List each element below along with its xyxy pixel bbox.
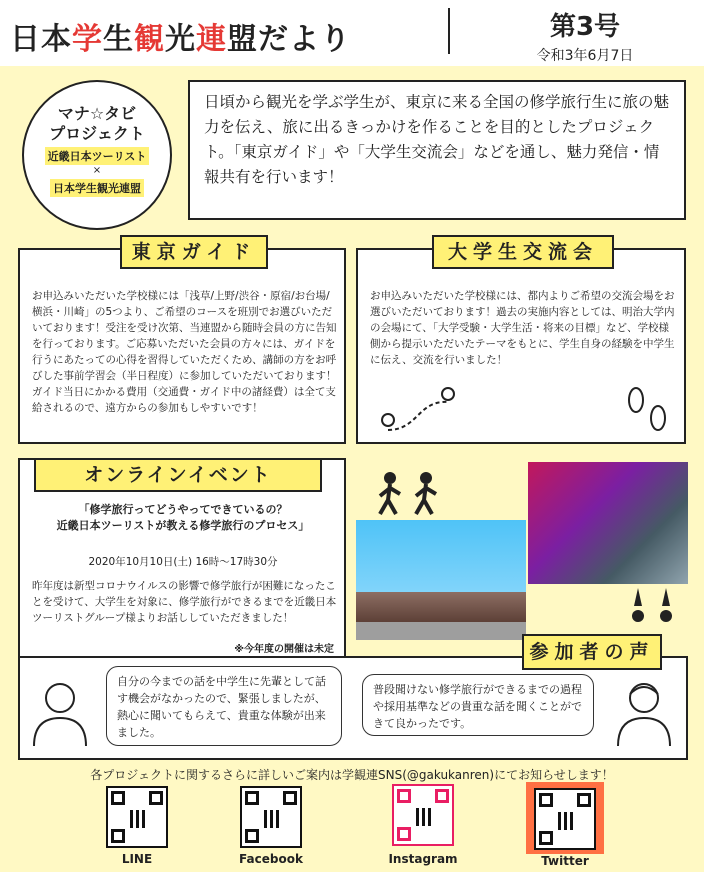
footer-notice: 各プロジェクトに関するさらに詳しいご案内は学観連SNS(@gakukanren)にてお知らせします！ [90, 768, 614, 782]
facebook-qr-code[interactable] [240, 786, 302, 848]
instagram-label: Instagram [388, 852, 458, 866]
facebook-label: Facebook [239, 852, 303, 866]
online-event-body: 昨年度は新型コロナウイルスの影響で修学旅行が困難になったことを受けて、大学生を対象に、修学旅行ができるまでを近畿日本ツーリストグループ様よりお話ししていただきました！ [32, 580, 337, 624]
university-exchange-body: お申込みいただいた学校様には、都内よりご希望の交流会場をお選びいただいております！過去の実施内容としては、明治大学内の会場にて、「大学受験・大学生活・将来の目標」など、学校様側から提示いただいたテーマをもとに、学生自身の経験を中学生に伝え、交流を行いました！ [370, 290, 675, 366]
online-event-question: 「修学旅行ってどうやってできているの？ 近畿日本ツーリストが教える修学旅行のプロセス」 [56, 503, 310, 532]
footprints-icon [618, 380, 678, 440]
online-event-note: ※今年度の開催は未定 [234, 644, 334, 655]
university-exchange-heading: 大学生交流会 [432, 235, 614, 269]
city-street-photo [528, 462, 688, 584]
online-event-date: 2020年10月10日(土) 16時～17時30分 [88, 556, 278, 568]
people-icon [620, 586, 690, 628]
temple-tower-photo [356, 520, 526, 640]
university-exchange-section [356, 241, 686, 444]
project-intro: 日頃から観光を学ぶ学生が、東京に来る全国の修学旅行生に旅の魅力を伝え、旅に出るきっかけを作ることを目的としたプロジェクト。「東京ガイド」や「大学生交流会」などを通し、魅力発信・情報共有を行います！ [188, 80, 686, 220]
person-icon [612, 676, 676, 748]
online-event-section [18, 458, 346, 658]
line-qr-code[interactable] [106, 786, 168, 848]
issue-info [470, 6, 700, 65]
tokyo-guide-body: お申込みいただいた学校様には「浅草/上野/渋谷・原宿/お台場/横浜・川崎」の5つより、ご希望のコースを班別でお選びいただいております！受注を受け次第、当連盟から随時会員の方に告知を行っております。ご応募いただいた会員の方々には、ガイドを行うにあたっての心得を習得していただくため、講師の方をお呼びした事前学習会（半日程度）に参加していただいております！ ガイド当日にかかる費用（交通費・ガイド中の諸経費）は全て支給されるので、遠方からの参加もしやすいです！ [32, 290, 347, 414]
project-logo: マナ☆タビ プロジェクト 近畿日本ツーリスト × 日本学生観光連盟 [22, 80, 172, 230]
voices-heading: 参加者の声 [522, 634, 662, 670]
tokyo-guide-heading: 東京ガイド [120, 235, 268, 269]
person-icon [28, 676, 92, 748]
tokyo-guide-section [18, 241, 347, 444]
voice-bubble-2: 普段聞けない修学旅行ができるまでの過程や採用基準などの貴重な話を聞くことができて良かったです。 [362, 674, 594, 736]
voice-bubble-1: 自分の今までの話を中学生に先輩として話す機会がなかったので、緊張しましたが、熱心に聞いてもらえて、貴重な体験が出来ました。 [106, 666, 342, 746]
instagram-qr-code[interactable] [392, 784, 454, 846]
walking-people-icon [370, 470, 450, 518]
issue-date: 令和3年6月7日 [536, 48, 634, 64]
newsletter-title: 日本学生観光連盟だより [10, 8, 450, 54]
online-event-heading: オンラインイベント [34, 458, 322, 492]
route-icon [378, 380, 468, 440]
issue-number: 第3号 [549, 12, 621, 42]
twitter-label: Twitter [541, 854, 589, 868]
line-label: LINE [121, 852, 153, 866]
twitter-qr-code[interactable] [534, 788, 596, 850]
